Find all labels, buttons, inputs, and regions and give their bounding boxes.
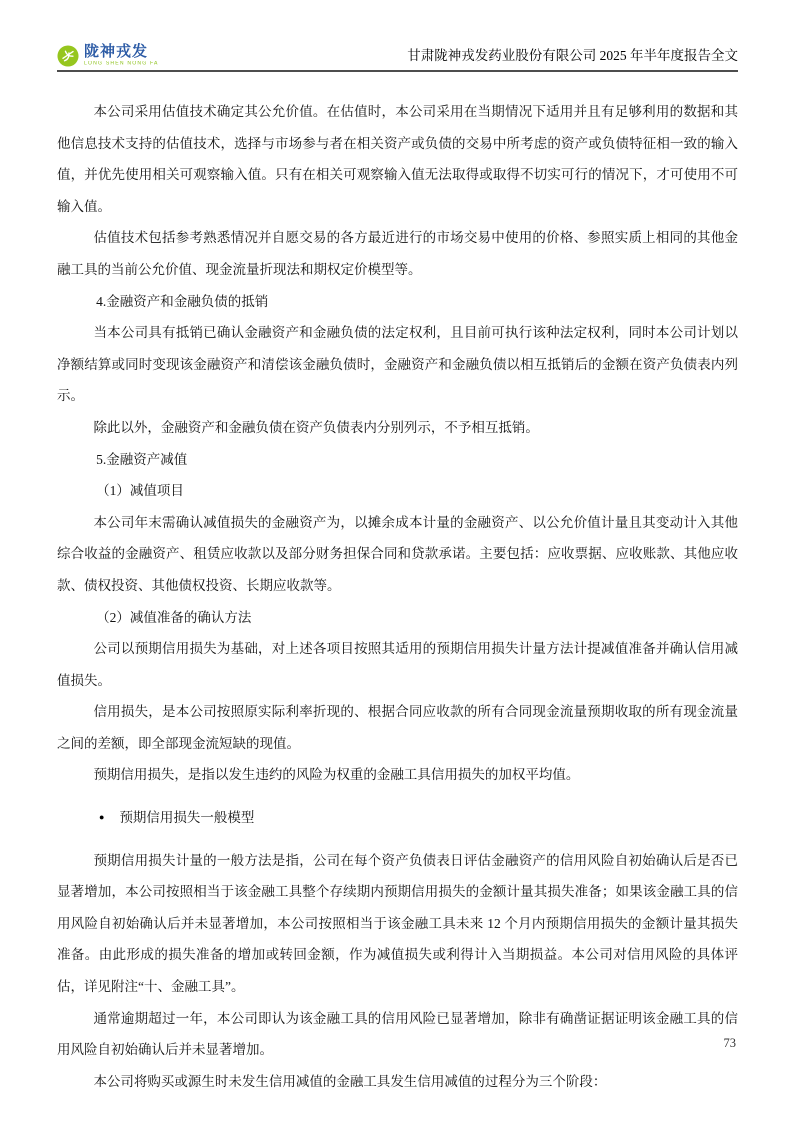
paragraph: 本公司将购买或源生时未发生信用减值的金融工具发生信用减值的过程分为三个阶段：: [93, 1073, 607, 1089]
brand-name-en: LONG SHEN NONG FA: [84, 61, 159, 67]
paragraph: 预期信用损失，是指以发生违约的风险为权重的金融工具信用损失的加权平均值。: [93, 767, 580, 783]
paragraph: 当本公司具有抵销已确认金融资产和金融负债的法定权利，且目前可执行该种法定权利，同时本公司计划以净额结算或同时变现该金融资产和清偿该金融负债时，金融资产和金融负债以相互抵销后的金额在资产负债表内列示。: [57, 325, 738, 404]
paragraph: 本公司采用估值技术确定其公允价值。在估值时，本公司采用在当期情况下适用并且有足够利用的数据和其他信息技术支持的估值技术，选择与市场参与者在相关资产或负债的交易中所考虑的资产或负债特征相一致的输入值，并优先使用相关可观察输入值。只有在相关可观察输入值无法取得或取得不切实可行的情况下，才可使用不可输入值。: [57, 104, 738, 214]
paragraph: 估值技术包括参考熟悉情况并自愿交易的各方最近进行的市场交易中使用的价格、参照实质上相同的其他金融工具的当前公允价值、现金流量折现法和期权定价模型等。: [57, 230, 738, 277]
document-body: [57, 96, 738, 1097]
paragraph: 除此以外，金融资产和金融负债在资产负债表内分别列示，不予相互抵销。: [93, 419, 539, 435]
brand-logo-circle-icon: [57, 45, 79, 67]
bullet-marker-icon: ●: [99, 812, 105, 823]
page-header: [57, 44, 738, 72]
paragraph: 公司以预期信用损失为基础，对上述各项目按照其适用的预期信用损失计量方法计提减值准备并确认信用减值损失。: [57, 641, 738, 688]
paragraph: 本公司年末需确认减值损失的金融资产为，以摊余成本计量的金融资产、以公允价值计量且其变动计入其他综合收益的金融资产、租赁应收款以及部分财务担保合同和贷款承诺。主要包括：应收票据、应收账款、其他应收款、债权投资、其他债权投资、长期应收款等。: [57, 514, 738, 593]
logo-text-block: [84, 44, 172, 67]
paragraph: 通常逾期超过一年，本公司即认为该金融工具的信用风险已显著增加，除非有确凿证据证明该金融工具的信用风险自初始确认后并未显著增加。: [57, 1010, 738, 1058]
company-logo: [57, 44, 172, 67]
brand-name-cn: 陇神戎发: [84, 43, 149, 60]
bullet-item: [57, 802, 738, 834]
section-heading: 4.金融资产和金融负债的抵销: [96, 293, 269, 309]
paragraph: 预期信用损失计量的一般方法是指，公司在每个资产负债表日评估金融资产的信用风险自初始确认后是否已显著增加，本公司按照相当于该金融工具整个存续期内预期信用损失的金额计量其损失准备；如果该金融工具的信用风险自初始确认后并未显著增加，本公司按照相当于该金融工具未来 12 个月内预期信用损失的金额计量其损失准备。由此形成的损失准备的增加或转回金额，作为减值损失或利得计入当期损益。本公司对信用风险的具体评估，详见附注“十、金融工具”。: [57, 852, 738, 995]
page-number: 73: [723, 1036, 736, 1050]
paragraph: 信用损失，是本公司按照原实际利率折现的、根据合同应收款的所有合同现金流量预期收取的所有现金流量之间的差额，即全部现金流短缺的现值。: [57, 704, 738, 751]
bullet-label: 预期信用损失一般模型: [119, 810, 255, 826]
section-heading: （1）减值项目: [96, 483, 184, 499]
report-header-title: 甘肃陇神戎发药业股份有限公司 2025 年半年度报告全文: [407, 48, 738, 63]
section-heading: （2）减值准备的确认方法: [96, 609, 252, 625]
section-heading: 5.金融资产减值: [96, 451, 188, 467]
